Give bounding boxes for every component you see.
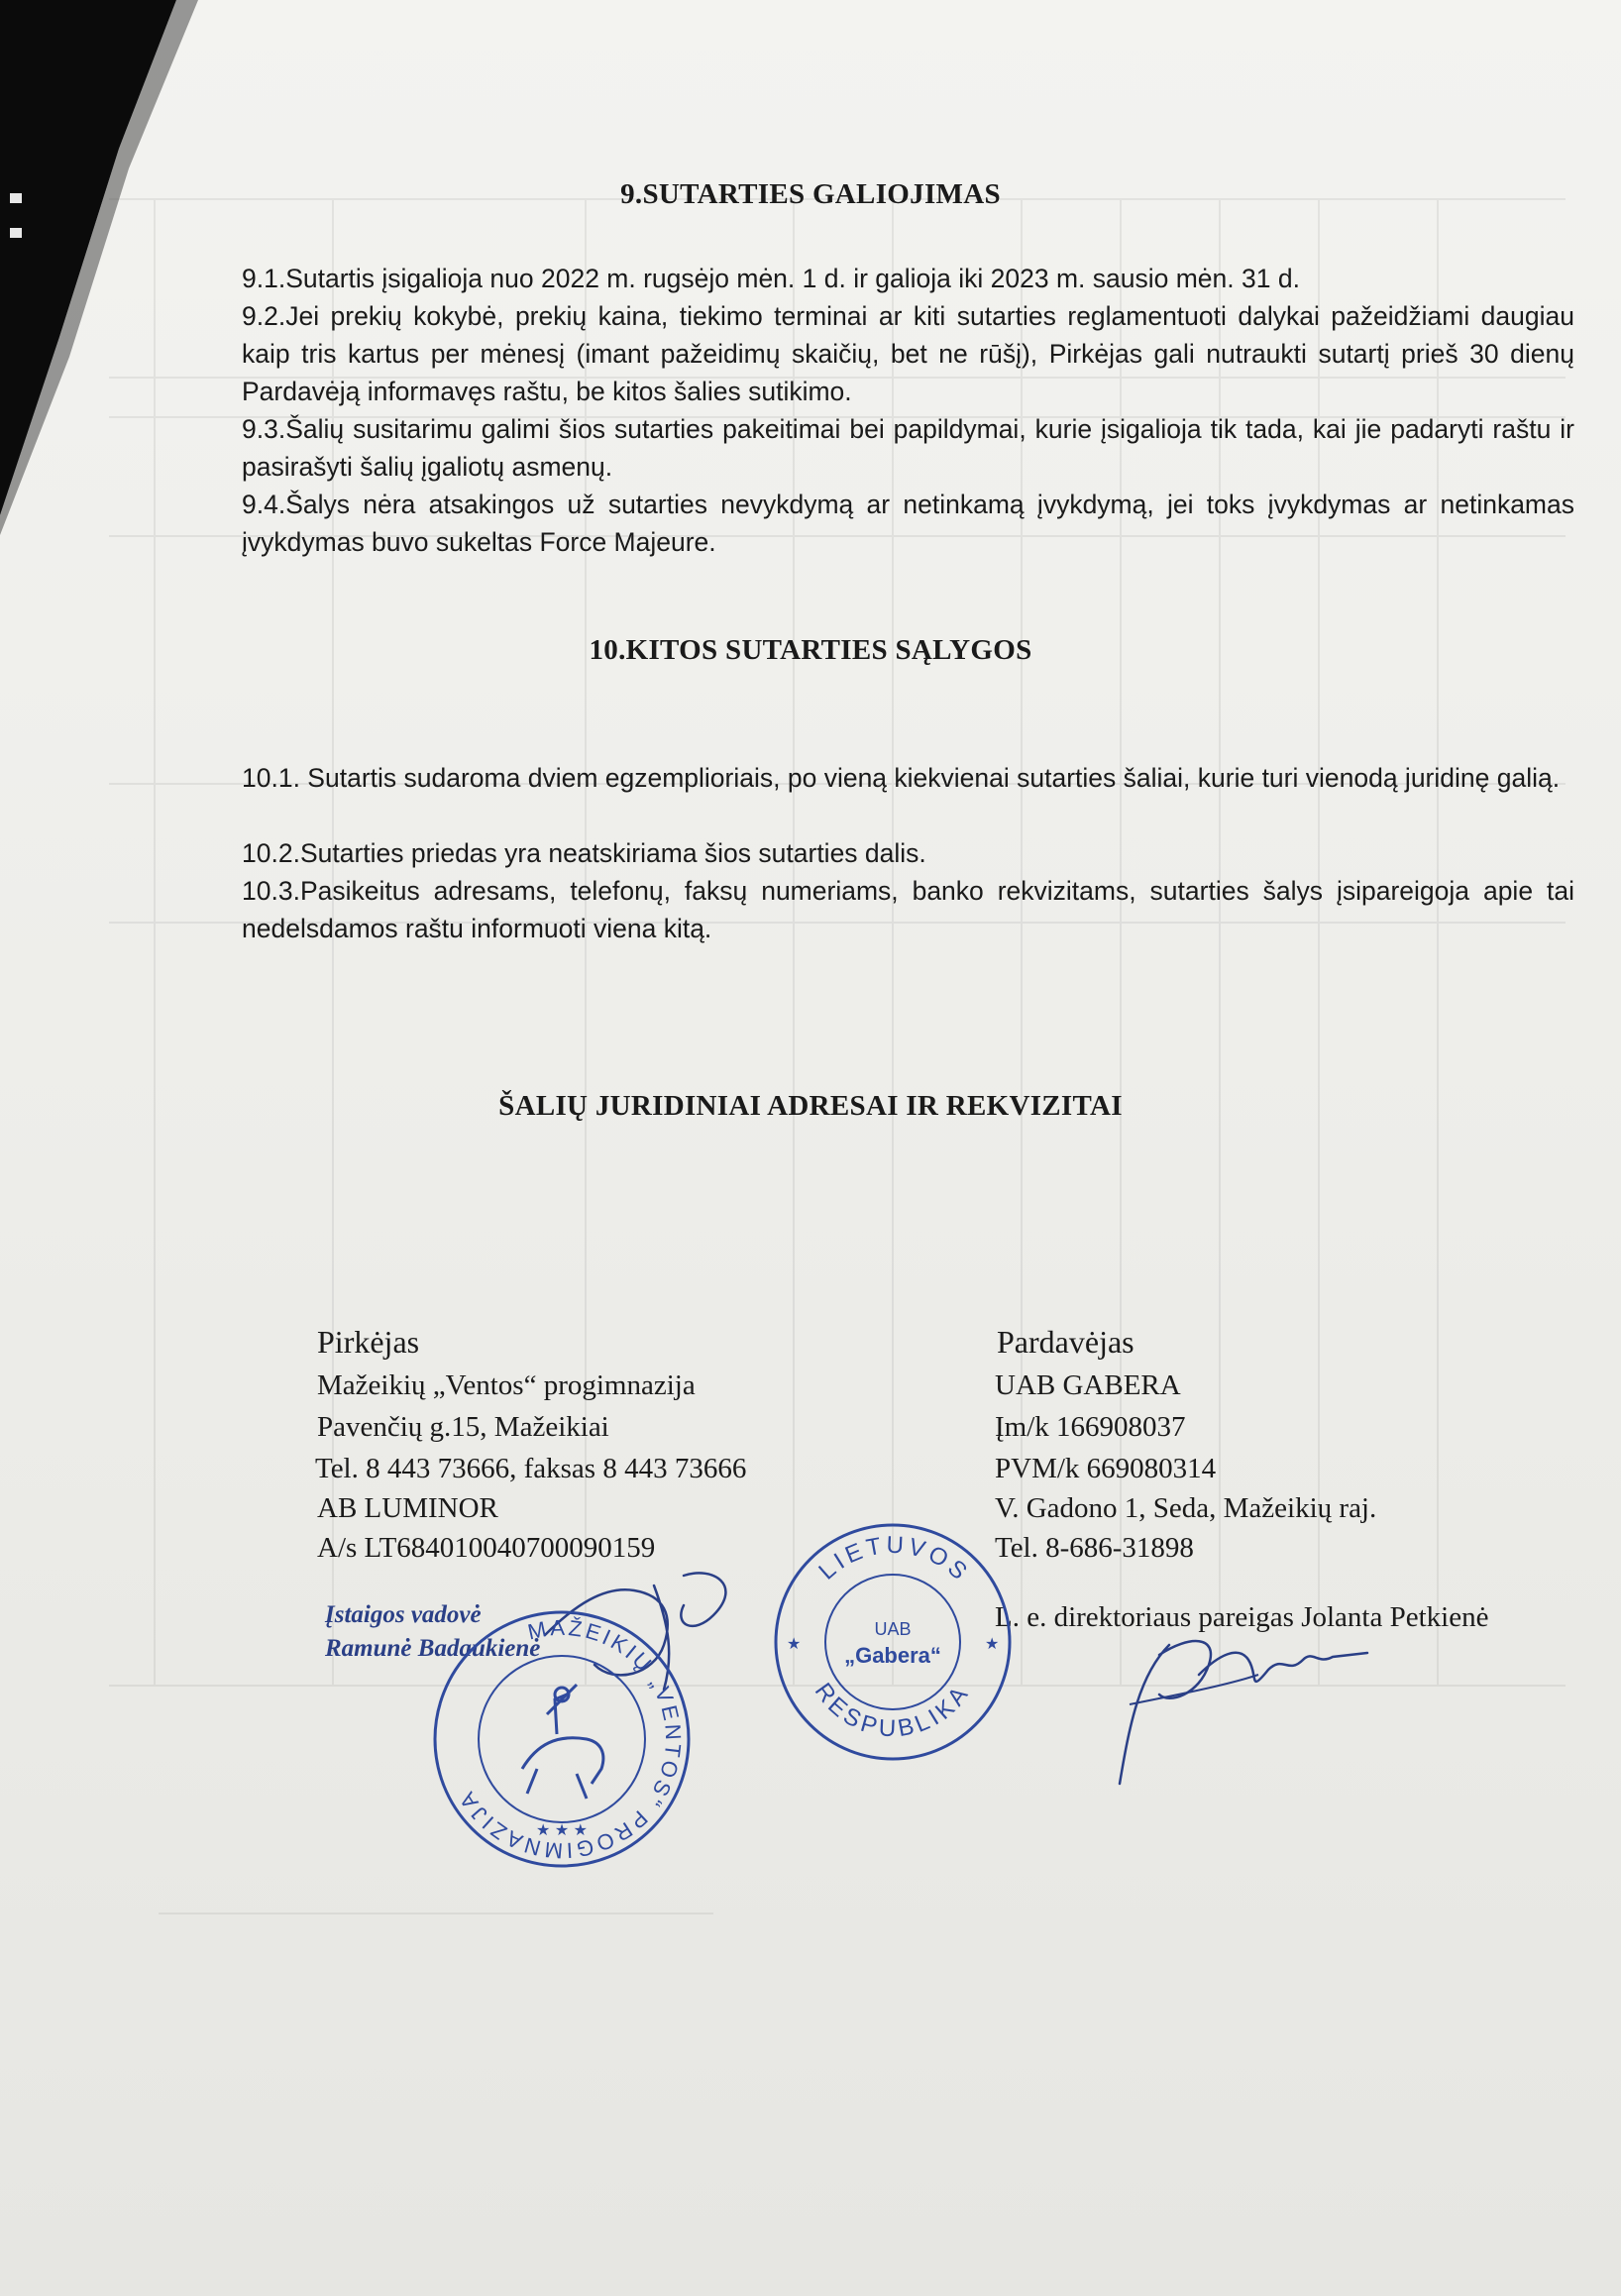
seller-stamp-star-left: ★ [787,1636,802,1653]
seller-company-code: Įm/k 166908037 [995,1411,1186,1443]
buyer-name: Mažeikių „Ventos“ progimnazija [317,1369,696,1401]
seller-address: V. Gadono 1, Seda, Mažeikių raj. [995,1492,1377,1524]
seller-name: UAB GABERA [995,1369,1181,1401]
seller-phone: Tel. 8-686-31898 [995,1532,1194,1564]
clause-10-3: 10.3.Pasikeitus adresams, telefonų, faksų numeriams, banko rekvizitams, sutarties šalys įsipareigoja apie tai nedelsdamos raštu informuoti viena kitą. [242,876,1574,943]
clause-10-1: 10.1. Sutartis sudaroma dviem egzemplioriais, po vieną kiekvienai sutarties šaliai, kurie turi vienodą juridinę galią. [242,763,1561,793]
buyer-address: Pavenčių g.15, Mažeikiai [317,1411,609,1443]
clause-10-2: 10.2.Sutarties priedas yra neatskiriama šios sutarties dalis. [242,838,926,868]
buyer-signer-name: Ramunė Badaukienė [325,1635,541,1662]
seller-stamp-center-1: UAB [874,1619,912,1639]
buyer-bank: AB LUMINOR [317,1492,498,1524]
clause-9-3: 9.3.Šalių susitarimu galimi šios sutarties pakeitimai bei papildymai, kurie įsigalioja tik tada, kai jie padaryti raštu ir pasirašyti šalių įgaliotų asmenų. [242,414,1574,482]
requisites-heading: ŠALIŲ JURIDINIAI ADRESAI IR REKVIZITAI [498,1090,1123,1122]
seller-stamp-top-text: LIETUVOS [813,1531,975,1588]
buyer-signer-title: Įstaigos vadovė [325,1601,482,1628]
seller-vat-code: PVM/k 669080314 [995,1453,1217,1484]
seller-role: Pardavėjas [997,1324,1135,1360]
seller-signer: L. e. direktoriaus pareigas Jolanta Petkienė [995,1601,1489,1633]
seller-stamp [769,1518,1017,1766]
buyer-phone: Tel. 8 443 73666, faksas 8 443 73666 [315,1453,747,1484]
clause-9-4: 9.4.Šalys nėra atsakingos už sutarties nevykdymą ar netinkamą įvykdymą, jei toks įvykdymas ar netinkamas įvykdymas buvo sukeltas Force Majeure. [242,490,1574,557]
buyer-role: Pirkėjas [317,1324,420,1360]
clause-9-1: 9.1.Sutartis įsigalioja nuo 2022 m. rugsėjo mėn. 1 d. ir galioja iki 2023 m. sausio mėn. 31 d. [242,264,1300,293]
buyer-account: A/s LT684010040700090159 [317,1532,656,1564]
seller-stamp-bottom-text: RESPUBLIKA [809,1678,976,1743]
clause-9-2: 9.2.Jei prekių kokybė, prekių kaina, tiekimo terminai ar kiti sutarties reglamentuoti dalykai pažeidžiami daugiau kaip tris kartus per mėnesį (imant pažeidimų skaičių, bet ne rūšį), Pirkėjas gali nutraukti sutartį prieš 30 dienų Pardavėją informavęs raštu, be kitos šalies sutikimo. [242,301,1574,406]
seller-signature [1100,1615,1387,1794]
buyer-stamp [428,1605,696,1873]
buyer-stamp-stars: ★ ★ ★ [536,1822,588,1839]
buyer-stamp-ring-text: MAŽEIKIŲ „VENTOS“ PROGIMNAZIJA [453,1614,687,1864]
vytis-emblem-icon [522,1685,603,1799]
seller-stamp-star-right: ★ [985,1636,1000,1653]
section-10-heading: 10.KITOS SUTARTIES SĄLYGOS [589,634,1032,666]
section-9-heading: 9.SUTARTIES GALIOJIMAS [620,178,1001,210]
seller-stamp-center-2: „Gabera“ [844,1643,941,1668]
